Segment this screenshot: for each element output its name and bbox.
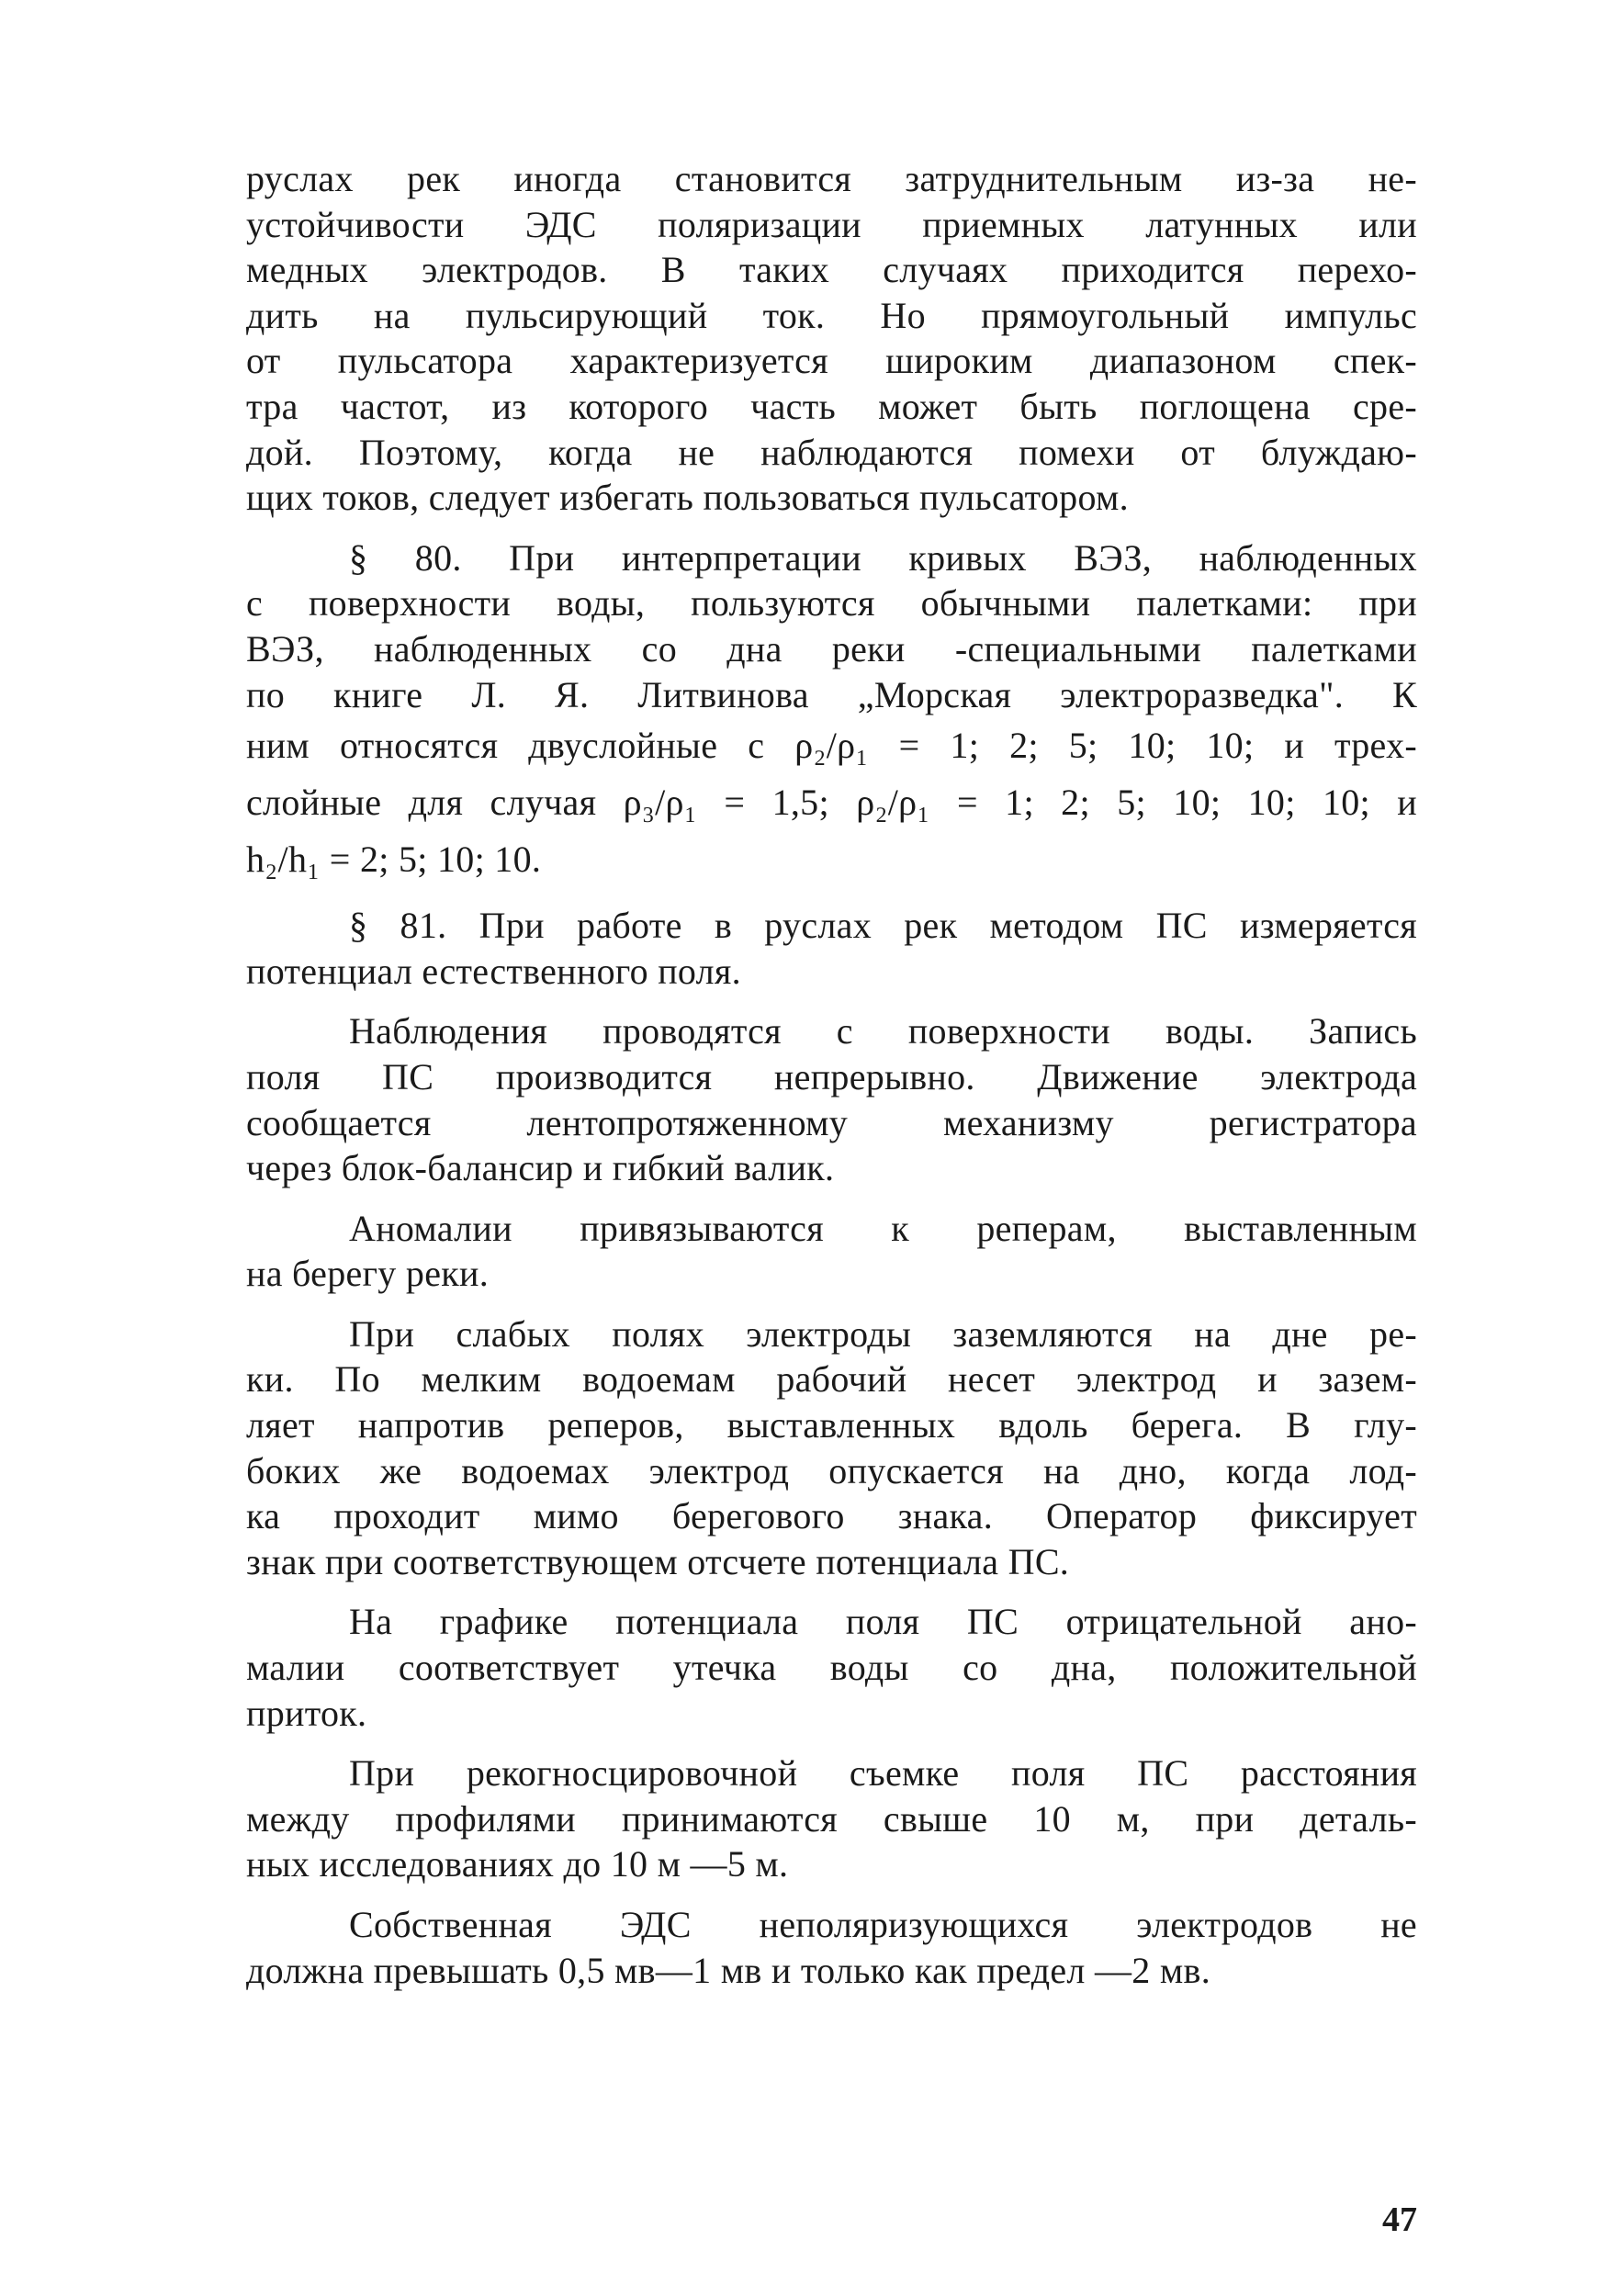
text-line: поля ПС производится непрерывно. Движение электрода — [246, 1055, 1417, 1097]
document-page — [246, 156, 1417, 2239]
paragraph-1 — [246, 156, 1417, 521]
text-line: потенциал естественного поля. — [246, 950, 741, 992]
text-line: должна превышать 0,5 мв—1 мв и только как предел —2 мв. — [246, 1949, 1210, 1991]
text-line: дить на пульсирующий ток. Но прямоугольный импульс — [246, 294, 1417, 336]
text-line: устойчивости ЭДС поляризации приемных латунных или — [246, 203, 1417, 245]
text-line: по книге Л. Я. Литвинова „Морская электроразведка". К — [246, 673, 1417, 715]
text-line: ных исследованиях до 10 м —5 м. — [246, 1843, 789, 1885]
formula-line: слойные для случая ρ₃/ρ₁ = 1,5; ρ₂/ρ₁ = 1; 2; 5; 10; 10; 10; и — [246, 782, 1417, 824]
text-line: щих токов, следует избегать пользоваться пульсатором. — [246, 477, 1129, 519]
text-line: § 81. При работе в руслах рек методом ПС измеряется — [349, 905, 1417, 947]
formula-line: h₂/h₁ = 2; 5; 10; 10. — [246, 838, 542, 881]
formula-line: ним относятся двуслойные с ρ₂/ρ₁ = 1; 2; 5; 10; 10; и трех- — [246, 725, 1417, 767]
paragraph-emf — [246, 1902, 1417, 1993]
paragraph-observations — [246, 1008, 1417, 1190]
text-line: сообщается лентопротяженному механизму регистратора — [246, 1101, 1417, 1143]
text-line: через блок-балансир и гибкий валик. — [246, 1147, 835, 1189]
text-line: ка проходит мимо берегового знака. Оператор фиксирует — [246, 1495, 1417, 1537]
text-line: тра частот, из которого часть может быть поглощена сре- — [246, 385, 1417, 427]
text-line: боких же водоемах электрод опускается на дно, когда лод- — [246, 1449, 1417, 1491]
text-line: ляет напротив реперов, выставленных вдоль берега. В глу- — [246, 1404, 1417, 1446]
text-line: Наблюдения проводятся с поверхности воды. Запись — [349, 1010, 1417, 1052]
text-line: между профилями принимаются свыше 10 м, при деталь- — [246, 1797, 1417, 1840]
paragraph-weak-fields — [246, 1311, 1417, 1585]
text-line: При слабых полях электроды заземляются на дне ре- — [349, 1312, 1417, 1355]
text-line: на берегу реки. — [246, 1253, 489, 1295]
paragraph-section-81 — [246, 903, 1417, 994]
text-line: малии соответствует утечка воды со дна, положительной — [246, 1647, 1417, 1689]
paragraph-survey — [246, 1750, 1417, 1887]
text-line: § 80. При интерпретации кривых ВЭЗ, наблюденных — [349, 536, 1417, 579]
text-line: При рекогносцировочной съемке поля ПС расстояния — [349, 1752, 1417, 1795]
text-line: Собственная ЭДС неполяризующихся электродов не — [349, 1904, 1417, 1945]
text-line: приток. — [246, 1692, 367, 1734]
text-line: ВЭЗ, наблюденных со дна реки -специальными палетками — [246, 627, 1417, 670]
text-line: знак при соответствующем отсчете потенциала ПС. — [246, 1540, 1070, 1582]
text-line: На графике потенциала поля ПС отрицательной ано- — [349, 1601, 1417, 1643]
paragraph-section-80 — [246, 535, 1417, 888]
text-line: руслах рек иногда становится затруднительным из-за не- — [246, 158, 1417, 199]
text-line: дой. Поэтому, когда не наблюдаются помехи от блуждаю- — [246, 431, 1417, 473]
paragraph-anomalies — [246, 1206, 1417, 1297]
text-line: медных электродов. В таких случаях приходится перехо- — [246, 249, 1417, 291]
text-line: Аномалии привязываются к реперам, выставленным — [349, 1207, 1417, 1249]
text-line: от пульсатора характеризуется широким диапазоном спек- — [246, 340, 1417, 382]
text-line: ки. По мелким водоемам рабочий несет электрод и зазем- — [246, 1358, 1417, 1401]
paragraph-graph — [246, 1599, 1417, 1736]
page-number: 47 — [1382, 2200, 1417, 2239]
text-line: с поверхности воды, пользуются обычными палетками: при — [246, 582, 1417, 625]
